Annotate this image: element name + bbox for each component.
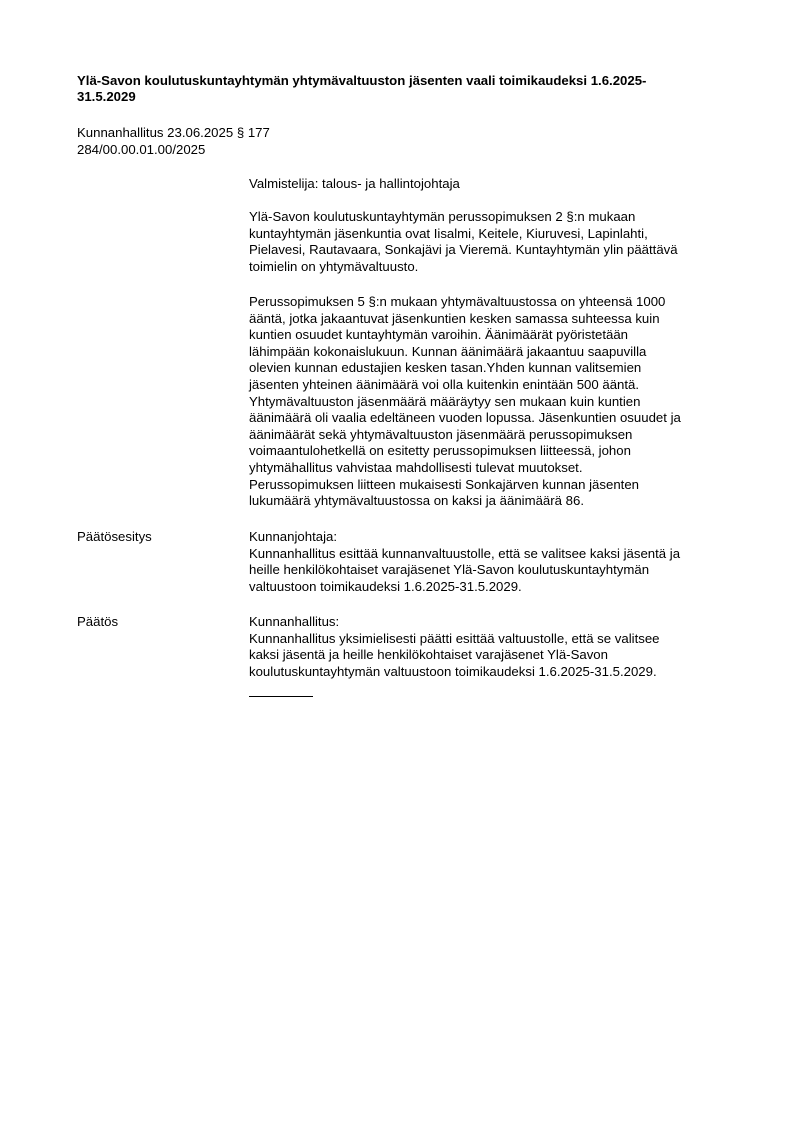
decision-label: Päätös: [77, 614, 119, 629]
proposal-label: Päätösesitys: [77, 529, 152, 544]
proposal-line: Kunnanhallitus esittää kunnanvaltuustolle, että se valitsee kaksi jäsentä ja: [249, 545, 681, 561]
proposal-line: valtuustoon toimikaudeksi 1.6.2025-31.5.2029.: [249, 578, 522, 594]
paragraph-line: jäsenten yhteinen äänimäärä voi olla kuitenkin enintään 500 ääntä.: [249, 376, 640, 392]
closing-divider: [249, 696, 313, 697]
title-line-1: Ylä-Savon koulutuskuntayhtymän yhtymävaltuuston jäsenten vaali toimikaudeksi 1.6.2025-: [77, 73, 647, 88]
paragraph-line: yhtymähallitus vahvistaa mahdollisesti tulevat muutokset.: [249, 459, 583, 475]
meeting-reference: Kunnanhallitus 23.06.2025 § 177: [77, 125, 270, 140]
proposal-text: [249, 529, 731, 595]
paragraph-line: Yhtymävaltuuston jäsenmäärä määräytyy sen mukaan kuin kuntien: [249, 393, 641, 409]
paragraph-member-municipalities: [249, 209, 731, 275]
proposal-line: Kunnanjohtaja:: [249, 529, 337, 544]
paragraph-line: Pielavesi, Rautavaara, Sonkajävi ja Vieremä. Kuntayhtymän ylin päättävä: [249, 242, 678, 258]
meeting-meta: [77, 125, 677, 158]
paragraph-line: Perussopimuksen liitteen mukaisesti Sonkajärven kunnan jäsenten: [249, 476, 639, 492]
decision-line: koulutuskuntayhtymän valtuustoon toimikaudeksi 1.6.2025-31.5.2029.: [249, 663, 657, 679]
paragraph-line: Ylä-Savon koulutuskuntayhtymän perussopimuksen 2 §:n mukaan: [249, 209, 636, 224]
paragraph-line: lukumäärä yhtymävaltuustossa on kaksi ja äänimäärä 86.: [249, 493, 584, 509]
paragraph-votes: [249, 294, 731, 510]
paragraph-line: kuntien osuudet kuntayhtymän varoihin. Äänimäärät pyöristetään: [249, 327, 628, 343]
paragraph-line: olevien kunnan edustajien kesken tasan.Yhden kunnan valitsemien: [249, 360, 642, 376]
paragraph-line: Perussopimuksen 5 §:n mukaan yhtymävaltuustossa on yhteensä 1000: [249, 294, 666, 309]
paragraph-line: toimielin on yhtymävaltuusto.: [249, 258, 419, 274]
title-line-2: 31.5.2029: [77, 89, 136, 105]
decision-line: Kunnanhallitus:: [249, 614, 340, 629]
proposal-line: heille henkilökohtaiset varajäsenet Ylä-Savon koulutuskuntayhtymän: [249, 562, 650, 578]
paragraph-line: voimaantulohetkellä on esitetty perussopimuksen liitteessä, johon: [249, 443, 631, 459]
decision-line: kaksi jäsentä ja heille henkilökohtaiset varajäsenet Ylä-Savon: [249, 647, 608, 663]
paragraph-line: lähimpään kokonaislukuun. Kunnan äänimäärä jakaantuu saapuvilla: [249, 343, 647, 359]
decision-line: Kunnanhallitus yksimielisesti päätti esittää valtuustolle, että se valitsee: [249, 630, 660, 646]
paragraph-line: äänimäärä oli vaalia edeltäneen vuoden lopussa. Jäsenkuntien osuudet ja: [249, 410, 681, 426]
preparer-line: Valmistelija: talous- ja hallintojohtaja: [249, 176, 460, 191]
paragraph-line: kuntayhtymän jäsenkuntia ovat Iisalmi, Keitele, Kiuruvesi, Lapinlahti,: [249, 225, 648, 241]
paragraph-line: äänimäärät sekä yhtymävaltuuston jäsenmäärä perussopimuksen: [249, 426, 633, 442]
decision-text: [249, 614, 731, 680]
paragraph-line: ääntä, jotka jakaantuvat jäsenkuntien kesken samassa suhteessa kuin: [249, 310, 660, 326]
record-number: 284/00.00.01.00/2025: [77, 141, 206, 157]
document-title: [77, 73, 727, 106]
